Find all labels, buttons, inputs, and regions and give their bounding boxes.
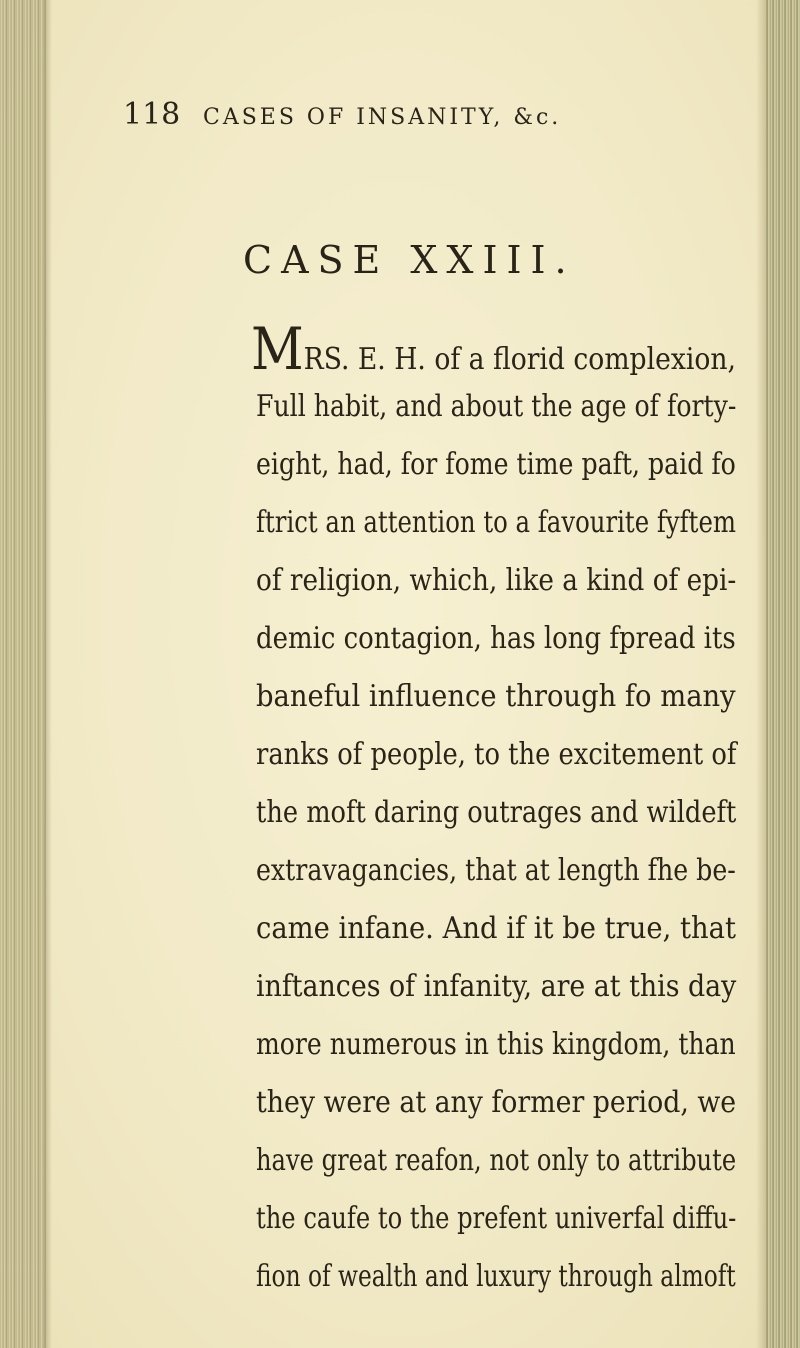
case-heading: CASE XXIII. <box>243 238 576 282</box>
text-line-6: demic contagion, has long fpread its <box>256 621 736 656</box>
text-line-3: eight, had, for fome time paft, paid fo <box>256 447 736 482</box>
text-line-1: MRS. E. H. of a florid complexion, <box>251 315 736 383</box>
text-line-16: the caufe to the prefent univerfal diffu- <box>256 1201 737 1236</box>
drop-initial: M <box>251 315 304 383</box>
page-binding-edge <box>0 0 46 1348</box>
running-title: CASES OF INSANITY, &c. <box>203 105 562 130</box>
text-line-4: ftrict an attention to a favourite fyftem <box>256 505 736 540</box>
page-number: 118 <box>123 97 181 132</box>
running-head <box>123 95 683 145</box>
text-line-12: inftances of infanity, are at this day <box>256 969 737 1004</box>
text-line-15: have great reafon, not only to attribute <box>256 1143 737 1178</box>
text-line-7: baneful influence through fo many <box>256 679 736 714</box>
text-line-13: more numerous in this kingdom, than <box>256 1027 736 1062</box>
text-line-2: Full habit, and about the age of forty- <box>256 389 737 424</box>
text-line-8: ranks of people, to the excitement of <box>256 737 737 772</box>
text-line-17: fion of wealth and luxury through almoft <box>256 1259 736 1294</box>
text-line-9: the moft daring outrages and wildeft <box>256 795 737 830</box>
text-line-14: they were at any former period, we <box>256 1085 737 1120</box>
text-line-10: extravagancies, that at length fhe be- <box>256 853 736 888</box>
page-fore-edge <box>766 0 800 1348</box>
text-line-5: of religion, which, like a kind of epi- <box>256 563 737 598</box>
text-line-11: came infane. And if it be true, that <box>256 911 736 946</box>
